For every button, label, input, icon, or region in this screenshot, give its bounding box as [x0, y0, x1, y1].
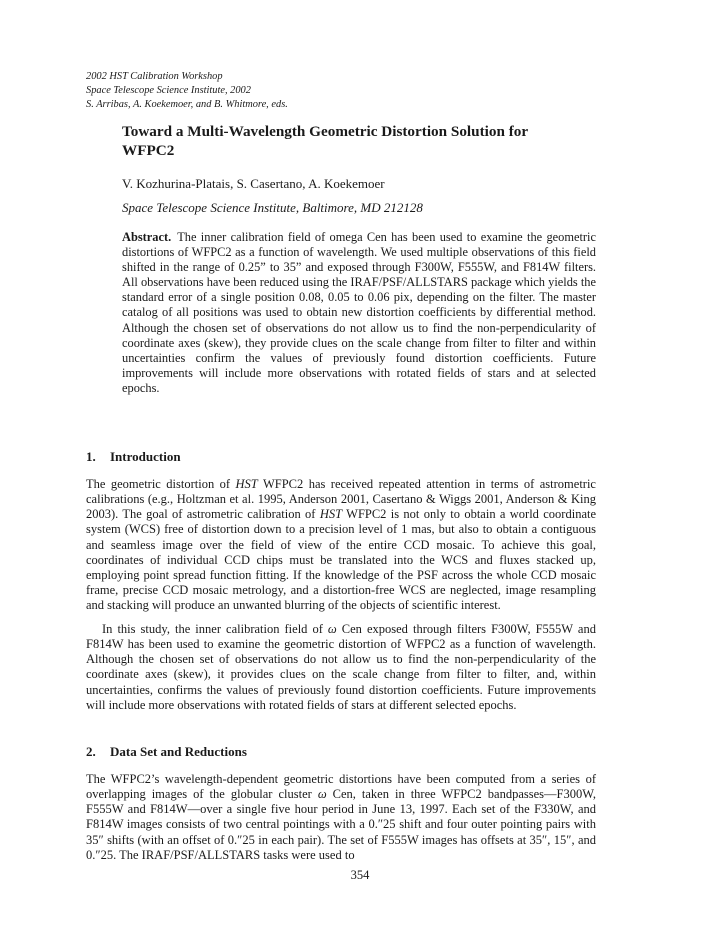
hst-italic: HST — [235, 477, 258, 491]
abstract-label: Abstract. — [122, 230, 172, 244]
affiliation: Space Telescope Science Institute, Baltimore, MD 212128 — [122, 200, 423, 215]
omega-symbol: ω — [327, 622, 337, 636]
section-1-title: Introduction — [110, 449, 181, 464]
section-2-heading — [86, 744, 247, 760]
text-run: Cen, taken in three WFPC2 bandpasses—F300W, F555W and F814W—over a single five hour period in June 13, 1997. Each set of the F330W, and F814W images consists of two central pointings with a 0.″25 shift and four outer pointing pairs with 35″ shifts (with an offset of 0.″25 in each pair). The set of F555W images has offsets at 35″, 15″, and 0.″25. The IRAF/PSF/ALLSTARS tasks were used to — [86, 787, 596, 862]
section-1-number: 1. — [86, 449, 96, 464]
abstract-text: The inner calibration field of omega Cen has been used to examine the geometric distortions of WFPC2 as a function of wavelength. We used multiple observations of this field shifted in the range of 0.25” to 35” and exposed through F300W, F555W, and F814W filters. All observations have been reduced using the IRAF/PSF/ALLSTARS package which yields the standard error of a single position 0.08, 0.05 to 0.06 pix, depending on the filter. The master catalog of all positions was used to obtain new distortion coefficients by differential method. Although the chosen set of observations do not allow us to find the non-perpendicularity of coordinate axes (skew), they provide clues on the scale change from filter to filter and within uncertainties confirm the values of previously found distortion coefficients. Future improvements will include more observations with rotated fields of stars and at selected epochs. — [122, 230, 596, 395]
section-1-heading — [86, 449, 181, 465]
header-line-3: S. Arribas, A. Koekemoer, and B. Whitmore, eds. — [86, 99, 288, 110]
page-number: 354 — [350, 868, 370, 882]
text-run: In this study, the inner calibration field of — [102, 622, 328, 636]
text-run: Cen exposed through filters F300W, F555W and F814W has been used to examine the geometric distortion of WFPC2 as a function of wavelength. Although the chosen set of observations do not allow us to find the non-perpendicularity of the coordinate axes (skew), it provides clues on the scale change from filter to filter, and, within uncertainties, confirms the values of previously found distortion coefficients. Future improvements will include more observations with rotated fields of stars at different selected epochs. — [86, 622, 596, 712]
section-2-number: 2. — [86, 744, 96, 759]
hst-italic: HST — [319, 507, 343, 522]
abstract — [122, 230, 596, 396]
author-list: V. Kozhurina-Platais, S. Casertano, A. Koekemoer — [122, 176, 385, 191]
text-run: The geometric distortion of — [86, 477, 236, 491]
section-2-paragraph-1 — [86, 772, 596, 863]
section-2-title: Data Set and Reductions — [110, 744, 247, 759]
running-header — [86, 70, 288, 112]
header-line-2: Space Telescope Science Institute, 2002 — [86, 85, 251, 96]
section-1-paragraph-2 — [86, 622, 596, 713]
section-1-paragraph-1 — [86, 477, 596, 613]
omega-symbol: ω — [317, 787, 327, 802]
header-line-1: 2002 HST Calibration Workshop — [86, 71, 223, 82]
text-run: WFPC2 is not only to obtain a world coordinate system (WCS) free of distortion down to a precision level of 1 mas, but also to obtain a contiguous and seamless image over the field of view of the entire CCD mosaic. To achieve this goal, coordinates of individual CCD chips must be translated into the WCS and fluxes stacked up, employing point spread function fitting. If the knowledge of the PSF across the whole CCD mosaic frame, precise CCD mosaic metrology, and a distortion-free WCS are neglected, image resampling and stacking will produce an unwanted blurring of the objects of scientific interest. — [86, 507, 597, 613]
text-run: The WFPC2’s wavelength-dependent geometric distortions have been computed from a series of overlapping images of the globular cluster — [86, 772, 596, 802]
paper-title: Toward a Multi-Wavelength Geometric Distortion Solution for WFPC2 — [122, 123, 528, 159]
text-run: WFPC2 has received repeated attention in terms of astrometric calibrations (e.g., Holtzman et al. 1995, Anderson 2001, Casertano & Wiggs 2001, Anderson & King 2003). The goal of astrometric calibration of — [86, 477, 596, 522]
